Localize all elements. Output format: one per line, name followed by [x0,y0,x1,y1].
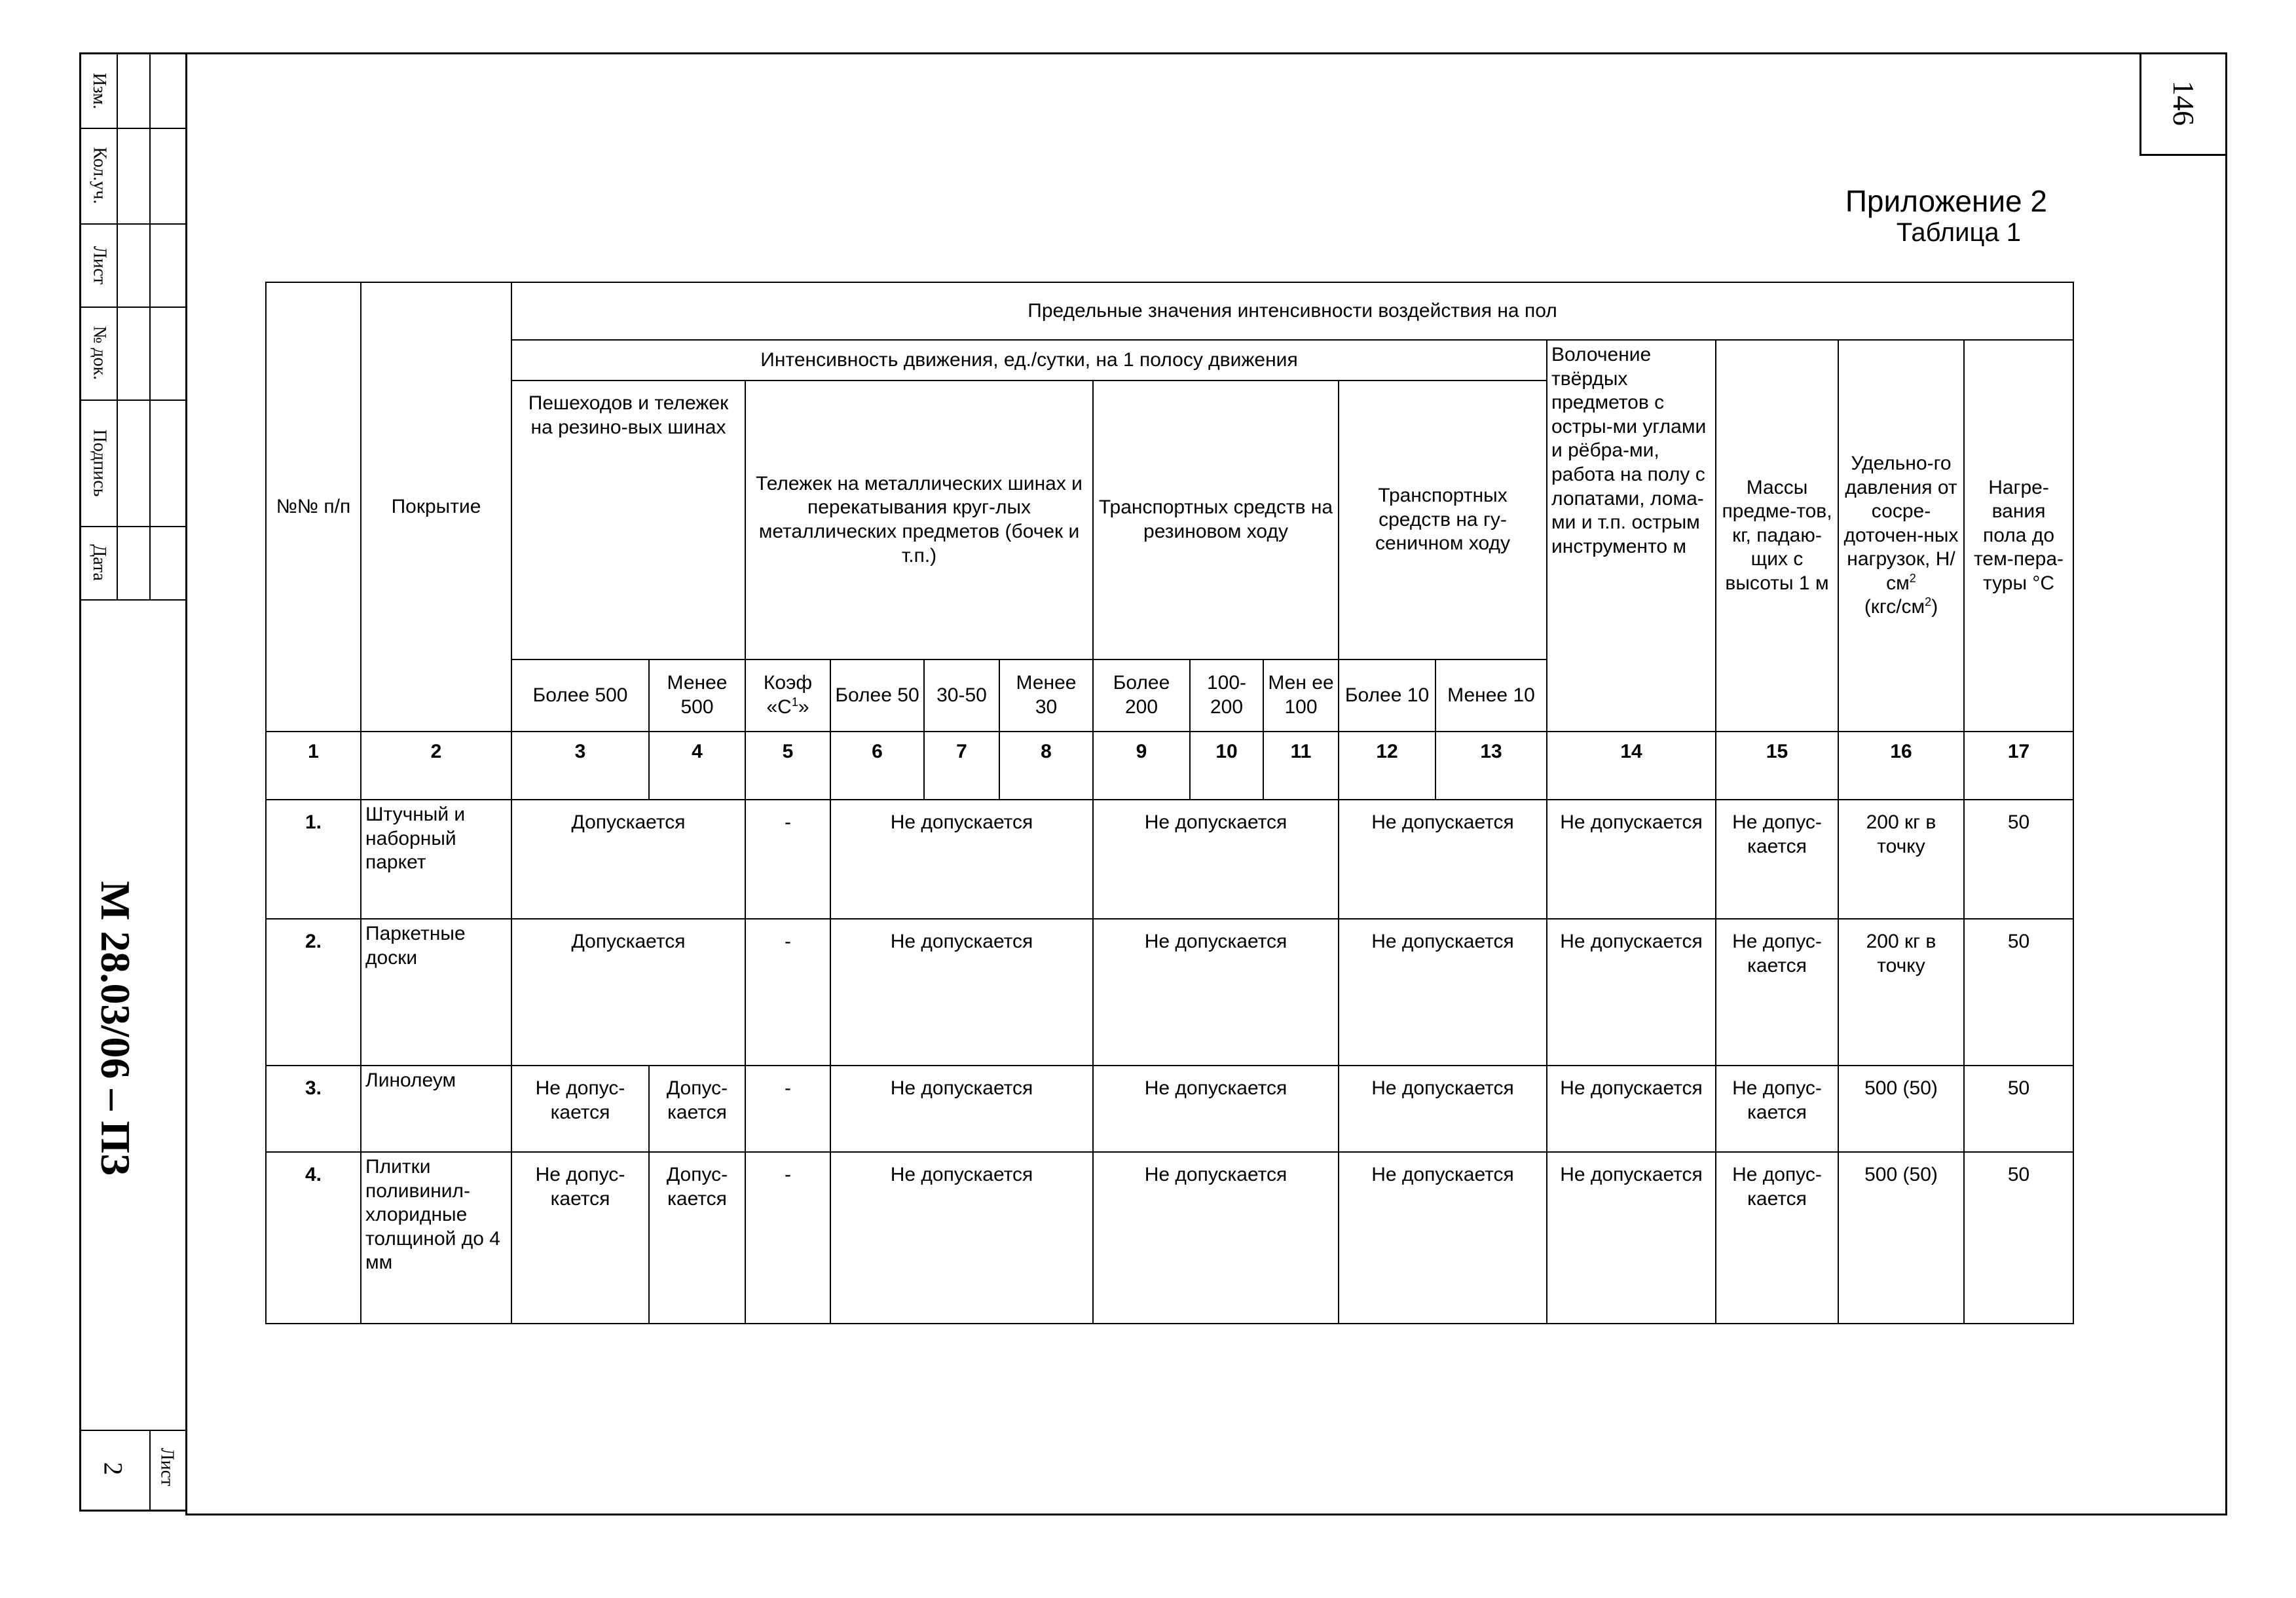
row-pressure: 200 кг в точку [1838,919,1964,1066]
column-number: 5 [745,732,830,800]
sheet-label: Лист [157,1447,177,1487]
header-pedestrians: Пешеходов и тележек на резино-вых шинах [511,381,745,660]
row-pedestrians: Допускается [511,800,745,919]
header-falling-mass: Массы предме-тов, кг, падаю-щих с высоты 1 м [1716,340,1838,732]
subheader-less30: Менее 30 [999,660,1093,732]
row-heating: 50 [1964,1066,2073,1152]
appendix-title: Приложение 2 [1845,184,2047,218]
subheader-less10: Менее 10 [1435,660,1547,732]
row-dragging: Не допускается [1547,800,1716,919]
row-metal-carts: Не допускается [830,1152,1093,1324]
column-number: 8 [999,732,1093,800]
column-number: 7 [924,732,999,800]
row-dragging: Не допускается [1547,1066,1716,1152]
row-number: 4. [266,1152,361,1324]
side-stamp [79,52,185,1512]
stamp-label-kolich: Кол.уч. [89,147,109,204]
stamp-label-date: Дата [89,544,109,581]
subheader-less500: Менее 500 [649,660,745,732]
row-coating: Плитки поливинил-хлоридные толщиной до 4 мм [361,1152,511,1324]
row-coef: - [745,919,830,1066]
column-number: 15 [1716,732,1838,800]
table-row [266,919,2073,1066]
table-row [266,1152,2073,1324]
column-number: 6 [830,732,924,800]
stamp-label-list: Лист [89,246,110,284]
column-number-row [266,732,2073,800]
header-crawler-transport: Транспортных средств на гу-сеничном ходу [1339,381,1547,660]
table-row [266,800,2073,919]
row-falling-mass: Не допус-кается [1716,919,1838,1066]
row-rubber-transport: Не допускается [1093,800,1339,919]
header-rubber-transport: Транспортных средств на резиновом ходу [1093,381,1339,660]
header-heating: Нагре-вания пола до тем-пера-туры °С [1964,340,2073,732]
column-number: 17 [1964,732,2073,800]
subheader-more50: Более 50 [830,660,924,732]
header-traffic: Интенсивность движения, ед./сутки, на 1 полосу движения [511,340,1547,381]
row-falling-mass: Не допус-кается [1716,1152,1838,1324]
row-coef: - [745,800,830,919]
column-number: 11 [1263,732,1339,800]
row-coating: Паркетные доски [361,919,511,1066]
row-pressure: 500 (50) [1838,1066,1964,1152]
column-number: 10 [1190,732,1263,800]
header-limit-values: Предельные значения интенсивности воздействия на пол [511,282,2073,340]
row-coef: - [745,1066,830,1152]
column-number: 9 [1093,732,1190,800]
subheader-more200: Более 200 [1093,660,1190,732]
row-coef: - [745,1152,830,1324]
row-number: 1. [266,800,361,919]
sheet-number: 2 [98,1462,128,1476]
column-number: 1 [266,732,361,800]
row-falling-mass: Не допус-кается [1716,800,1838,919]
row-dragging: Не допускается [1547,1152,1716,1324]
row-crawler-transport: Не допускается [1339,1066,1547,1152]
subheader-coef: Коэф «$С^1$» [745,660,830,732]
row-heating: 50 [1964,800,2073,919]
row-metal-carts: Не допускается [830,1066,1093,1152]
stamp-divider [117,54,118,599]
page-number-box [2139,52,2227,156]
row-dragging: Не допускается [1547,919,1716,1066]
row-rubber-transport: Не допускается [1093,1066,1339,1152]
column-number: 3 [511,732,649,800]
row-heating: 50 [1964,1152,2073,1324]
stamp-label-doc: № док. [89,325,110,381]
document-code: М 28.03/06 – ПЗ [92,881,139,1176]
stamp-divider [81,599,185,601]
row-crawler-transport: Не допускается [1339,800,1547,919]
row-pedestrians: Допускается [511,919,745,1066]
header-pressure: Удельно-го давления от сосре-доточен-ных нагрузок, $Н/см^2$ $(кгс/см^2)$ [1838,340,1964,732]
row-pedestrians-less500: Допус-кается [649,1066,745,1152]
row-pressure: 500 (50) [1838,1152,1964,1324]
row-number: 2. [266,919,361,1066]
row-coating: Линолеум [361,1066,511,1152]
row-rubber-transport: Не допускается [1093,1152,1339,1324]
subheader-30-50: 30-50 [924,660,999,732]
subheader-more10: Более 10 [1339,660,1435,732]
column-number: 2 [361,732,511,800]
row-metal-carts: Не допускается [830,919,1093,1066]
row-heating: 50 [1964,919,2073,1066]
page-number: 146 [2166,81,2200,126]
row-pedestrians-more500: Не допус-кается [511,1066,649,1152]
column-number: 16 [1838,732,1964,800]
table-row [266,1066,2073,1152]
header-dragging: Волочение твёрдых предметов с остры-ми углами и рёбра-ми, работа на полу с лопатами, лома-ми и т.п. острым инструменто м [1547,340,1716,732]
header-nn: №№ п/п [266,282,361,732]
column-number: 13 [1435,732,1547,800]
stamp-label-signature: Подпись [89,429,110,496]
row-falling-mass: Не допус-кается [1716,1066,1838,1152]
column-number: 4 [649,732,745,800]
row-pressure: 200 кг в точку [1838,800,1964,919]
header-coating: Покрытие [361,282,511,732]
row-pedestrians-less500: Допус-кается [649,1152,745,1324]
table-title: Таблица 1 [1896,218,2021,247]
floor-impact-table [265,282,2074,1324]
row-number: 3. [266,1066,361,1152]
stamp-label-izm: Изм. [89,73,110,109]
column-number: 14 [1547,732,1716,800]
header-metal-carts: Тележек на металлических шинах и перекатывания круг-лых металлических предметов (бочек и т.п.) [745,381,1093,660]
row-crawler-transport: Не допускается [1339,919,1547,1066]
subheader-100-200: 100-200 [1190,660,1263,732]
row-pedestrians-more500: Не допус-кается [511,1152,649,1324]
row-coating: Штучный и наборный паркет [361,800,511,919]
row-metal-carts: Не допускается [830,800,1093,919]
column-number: 12 [1339,732,1435,800]
subheader-more500: Более 500 [511,660,649,732]
row-rubber-transport: Не допускается [1093,919,1339,1066]
subheader-less100: Мен ее 100 [1263,660,1339,732]
stamp-divider [149,54,151,599]
row-crawler-transport: Не допускается [1339,1152,1547,1324]
